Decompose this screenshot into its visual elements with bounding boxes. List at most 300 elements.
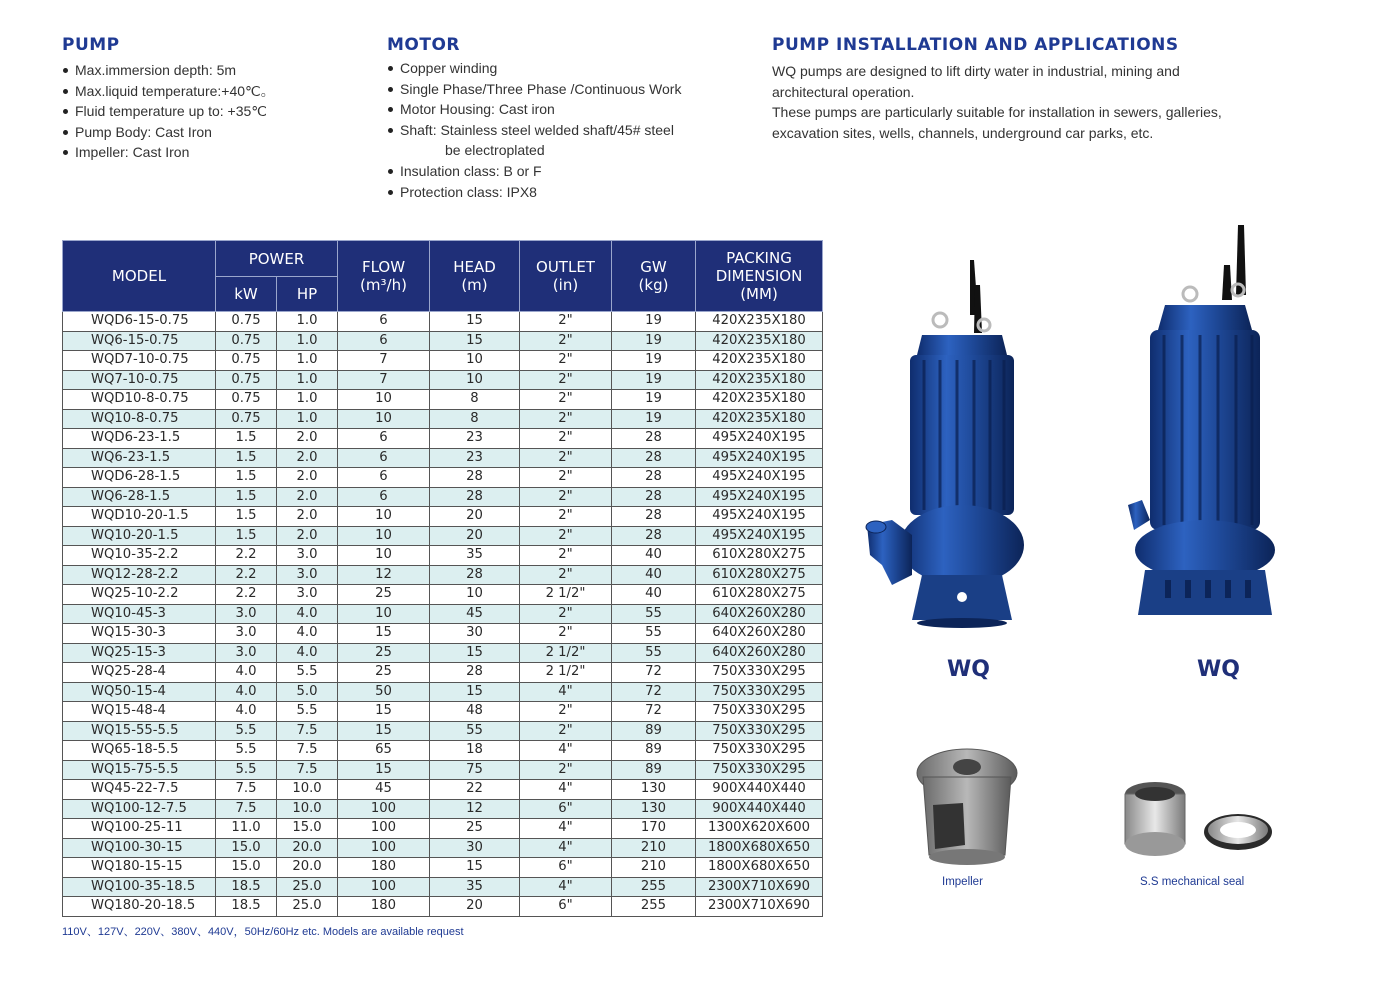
- cell-head: 28: [430, 565, 520, 585]
- cell-outlet: 2": [520, 507, 612, 527]
- cell-packing: 420X235X180: [696, 351, 823, 371]
- cell-packing: 420X235X180: [696, 390, 823, 410]
- cell-packing: 750X330X295: [696, 663, 823, 683]
- cell-hp: 3.0: [277, 565, 338, 585]
- cell-head: 15: [430, 312, 520, 332]
- cell-kw: 4.0: [216, 682, 277, 702]
- cell-flow: 25: [338, 585, 430, 605]
- table-row: [63, 565, 823, 585]
- cell-hp: 25.0: [277, 897, 338, 917]
- cell-outlet: 2 1/2": [520, 585, 612, 605]
- cell-head: 12: [430, 799, 520, 819]
- cell-model: WQ10-45-3: [63, 604, 216, 624]
- cell-head: 35: [430, 877, 520, 897]
- cell-model: WQ25-10-2.2: [63, 585, 216, 605]
- cell-gw: 19: [612, 331, 696, 351]
- cell-kw: 18.5: [216, 897, 277, 917]
- table-row: [63, 780, 823, 800]
- cell-hp: 20.0: [277, 858, 338, 878]
- cell-packing: 750X330X295: [696, 702, 823, 722]
- cell-flow: 180: [338, 897, 430, 917]
- cell-gw: 255: [612, 897, 696, 917]
- cell-hp: 5.0: [277, 682, 338, 702]
- cell-packing: 2300X710X690: [696, 897, 823, 917]
- cell-head: 20: [430, 526, 520, 546]
- wq-pump-label-2: WQ: [1197, 657, 1240, 682]
- cell-model: WQ15-75-5.5: [63, 760, 216, 780]
- table-row: [63, 838, 823, 858]
- cell-hp: 15.0: [277, 819, 338, 839]
- cell-flow: 100: [338, 877, 430, 897]
- table-row: [63, 390, 823, 410]
- cell-model: WQ180-20-18.5: [63, 897, 216, 917]
- cell-head: 23: [430, 429, 520, 449]
- col-header-power: POWER: [216, 241, 338, 277]
- cell-flow: 65: [338, 741, 430, 761]
- table-row: [63, 526, 823, 546]
- table-row: [63, 507, 823, 527]
- cell-hp: 2.0: [277, 507, 338, 527]
- cell-head: 25: [430, 819, 520, 839]
- cell-flow: 10: [338, 409, 430, 429]
- cell-hp: 2.0: [277, 468, 338, 488]
- cell-head: 75: [430, 760, 520, 780]
- col-header-flow: [338, 241, 430, 312]
- cell-outlet: 2": [520, 721, 612, 741]
- cell-hp: 10.0: [277, 799, 338, 819]
- cell-outlet: 2": [520, 702, 612, 722]
- cell-outlet: 2": [520, 565, 612, 585]
- cell-flow: 12: [338, 565, 430, 585]
- cell-packing: 420X235X180: [696, 409, 823, 429]
- table-row: [63, 312, 823, 332]
- list-item: Single Phase/Three Phase /Continuous Work: [387, 79, 747, 100]
- cell-model: WQ15-55-5.5: [63, 721, 216, 741]
- table-row: [63, 604, 823, 624]
- cell-model: WQ15-30-3: [63, 624, 216, 644]
- table-row: [63, 702, 823, 722]
- cell-outlet: 4": [520, 819, 612, 839]
- cell-flow: 45: [338, 780, 430, 800]
- cell-gw: 255: [612, 877, 696, 897]
- cell-model: WQ65-18-5.5: [63, 741, 216, 761]
- cell-flow: 6: [338, 331, 430, 351]
- cell-hp: 2.0: [277, 526, 338, 546]
- cell-outlet: 6": [520, 799, 612, 819]
- cell-model: WQ6-28-1.5: [63, 487, 216, 507]
- table-row: [63, 682, 823, 702]
- cell-hp: 4.0: [277, 624, 338, 644]
- header-unit: (kg): [638, 276, 669, 294]
- cell-hp: 20.0: [277, 838, 338, 858]
- cell-kw: 1.5: [216, 429, 277, 449]
- header-unit: (MM): [740, 285, 778, 303]
- cell-hp: 1.0: [277, 351, 338, 371]
- cell-hp: 7.5: [277, 741, 338, 761]
- cell-flow: 6: [338, 487, 430, 507]
- cell-packing: 750X330X295: [696, 741, 823, 761]
- cell-packing: 495X240X195: [696, 526, 823, 546]
- cell-gw: 72: [612, 702, 696, 722]
- cell-outlet: 2": [520, 448, 612, 468]
- cell-model: WQD10-8-0.75: [63, 390, 216, 410]
- table-row: [63, 819, 823, 839]
- cell-head: 15: [430, 682, 520, 702]
- cell-gw: 28: [612, 448, 696, 468]
- cell-model: WQ12-28-2.2: [63, 565, 216, 585]
- cell-hp: 3.0: [277, 585, 338, 605]
- cell-packing: 495X240X195: [696, 429, 823, 449]
- table-row: [63, 351, 823, 371]
- cell-packing: 610X280X275: [696, 585, 823, 605]
- cell-model: WQ100-12-7.5: [63, 799, 216, 819]
- cell-hp: 25.0: [277, 877, 338, 897]
- cell-gw: 72: [612, 682, 696, 702]
- installation-paragraph-1: WQ pumps are designed to lift dirty water in industrial, mining and architectural operation.: [772, 63, 1180, 100]
- cell-model: WQ25-15-3: [63, 643, 216, 663]
- cell-model: WQ7-10-0.75: [63, 370, 216, 390]
- cell-gw: 19: [612, 312, 696, 332]
- list-item: Pump Body: Cast Iron: [62, 122, 362, 143]
- cell-model: WQ6-23-1.5: [63, 448, 216, 468]
- cell-gw: 40: [612, 585, 696, 605]
- installation-section-title: PUMP INSTALLATION AND APPLICATIONS: [772, 35, 1179, 55]
- cell-packing: 420X235X180: [696, 331, 823, 351]
- cell-model: WQ50-15-4: [63, 682, 216, 702]
- cell-model: WQ180-15-15: [63, 858, 216, 878]
- cell-head: 48: [430, 702, 520, 722]
- cell-model: WQ6-15-0.75: [63, 331, 216, 351]
- cell-outlet: 2": [520, 370, 612, 390]
- list-item: Copper winding: [387, 58, 747, 79]
- cell-hp: 2.0: [277, 487, 338, 507]
- cell-kw: 3.0: [216, 624, 277, 644]
- cell-packing: 420X235X180: [696, 370, 823, 390]
- cell-kw: 2.2: [216, 585, 277, 605]
- cell-packing: 1300X620X600: [696, 819, 823, 839]
- header-unit: (m): [461, 276, 488, 294]
- table-row: [63, 741, 823, 761]
- cell-kw: 0.75: [216, 351, 277, 371]
- cell-hp: 3.0: [277, 546, 338, 566]
- cell-hp: 1.0: [277, 312, 338, 332]
- cell-packing: 900X440X440: [696, 780, 823, 800]
- cell-packing: 495X240X195: [696, 487, 823, 507]
- cell-gw: 28: [612, 487, 696, 507]
- cell-head: 15: [430, 643, 520, 663]
- cell-head: 28: [430, 663, 520, 683]
- cell-packing: 495X240X195: [696, 468, 823, 488]
- cell-model: WQ10-8-0.75: [63, 409, 216, 429]
- impeller-caption: Impeller: [942, 876, 983, 888]
- cell-kw: 5.5: [216, 741, 277, 761]
- cell-flow: 15: [338, 760, 430, 780]
- cell-outlet: 2": [520, 526, 612, 546]
- cell-kw: 3.0: [216, 643, 277, 663]
- cell-kw: 4.0: [216, 702, 277, 722]
- table-row: [63, 624, 823, 644]
- cell-kw: 1.5: [216, 468, 277, 488]
- cell-packing: 750X330X295: [696, 760, 823, 780]
- cell-hp: 1.0: [277, 331, 338, 351]
- cell-packing: 495X240X195: [696, 507, 823, 527]
- cell-hp: 7.5: [277, 760, 338, 780]
- cell-head: 30: [430, 838, 520, 858]
- mechanical-seal-image: [1120, 780, 1275, 860]
- cell-packing: 640X260X280: [696, 604, 823, 624]
- cell-outlet: 2": [520, 429, 612, 449]
- cell-gw: 89: [612, 741, 696, 761]
- cell-model: WQ10-20-1.5: [63, 526, 216, 546]
- voltage-footnote: 110V、127V、220V、380V、440V，50Hz/60Hz etc. Models are available request: [62, 926, 464, 938]
- table-row: [63, 760, 823, 780]
- cell-hp: 1.0: [277, 409, 338, 429]
- cell-hp: 10.0: [277, 780, 338, 800]
- cell-packing: 640X260X280: [696, 643, 823, 663]
- cell-gw: 170: [612, 819, 696, 839]
- cell-head: 15: [430, 331, 520, 351]
- wq-pump-image-1: [862, 255, 1062, 630]
- cell-flow: 10: [338, 390, 430, 410]
- table-row: [63, 721, 823, 741]
- list-item: Max.liquid temperature:+40℃。: [62, 81, 362, 102]
- cell-flow: 100: [338, 838, 430, 858]
- cell-model: WQ100-30-15: [63, 838, 216, 858]
- table-row: [63, 468, 823, 488]
- table-row: [63, 331, 823, 351]
- header-text: FLOW: [361, 258, 406, 276]
- wq-pump-image-2: [1120, 220, 1290, 625]
- pump-section-title: PUMP: [62, 35, 120, 55]
- cell-model: WQD7-10-0.75: [63, 351, 216, 371]
- cell-hp: 4.0: [277, 643, 338, 663]
- cell-gw: 19: [612, 409, 696, 429]
- cell-model: WQD10-20-1.5: [63, 507, 216, 527]
- cell-flow: 7: [338, 351, 430, 371]
- cell-outlet: 2": [520, 468, 612, 488]
- cell-head: 23: [430, 448, 520, 468]
- table-row: [63, 546, 823, 566]
- cell-gw: 72: [612, 663, 696, 683]
- col-header-packing: [696, 241, 823, 312]
- cell-head: 10: [430, 351, 520, 371]
- cell-outlet: 2": [520, 312, 612, 332]
- cell-head: 20: [430, 897, 520, 917]
- cell-hp: 5.5: [277, 663, 338, 683]
- list-item-text: Shaft: Stainless steel welded shaft/45# steel: [400, 121, 674, 138]
- cell-kw: 3.0: [216, 604, 277, 624]
- cell-head: 10: [430, 585, 520, 605]
- cell-kw: 4.0: [216, 663, 277, 683]
- cell-flow: 10: [338, 604, 430, 624]
- cell-head: 20: [430, 507, 520, 527]
- header-text: PACKING DIMENSION: [715, 249, 803, 285]
- seal-caption: S.S mechanical seal: [1140, 876, 1245, 888]
- cell-head: 8: [430, 390, 520, 410]
- cell-head: 35: [430, 546, 520, 566]
- cell-head: 8: [430, 409, 520, 429]
- header-text: GW: [640, 258, 667, 276]
- cell-gw: 19: [612, 351, 696, 371]
- cell-gw: 89: [612, 760, 696, 780]
- cell-hp: 4.0: [277, 604, 338, 624]
- cell-gw: 55: [612, 643, 696, 663]
- wq-pump-label-1: WQ: [947, 657, 990, 682]
- table-row: [63, 663, 823, 683]
- table-row: [63, 799, 823, 819]
- cell-gw: 28: [612, 526, 696, 546]
- list-item: Protection class: IPX8: [387, 182, 747, 203]
- cell-head: 45: [430, 604, 520, 624]
- cell-outlet: 4": [520, 877, 612, 897]
- cell-flow: 10: [338, 507, 430, 527]
- cell-head: 30: [430, 624, 520, 644]
- cell-flow: 10: [338, 546, 430, 566]
- cell-packing: 610X280X275: [696, 546, 823, 566]
- col-header-outlet: [520, 241, 612, 312]
- cell-packing: 1800X680X650: [696, 838, 823, 858]
- cell-gw: 55: [612, 604, 696, 624]
- cell-outlet: 2": [520, 760, 612, 780]
- table-row: [63, 370, 823, 390]
- cell-kw: 1.5: [216, 448, 277, 468]
- cell-kw: 15.0: [216, 858, 277, 878]
- cell-flow: 7: [338, 370, 430, 390]
- cell-outlet: 2": [520, 624, 612, 644]
- cell-hp: 5.5: [277, 702, 338, 722]
- table-row: [63, 409, 823, 429]
- cell-model: WQ45-22-7.5: [63, 780, 216, 800]
- cell-model: WQ100-35-18.5: [63, 877, 216, 897]
- cell-head: 55: [430, 721, 520, 741]
- col-header-model: MODEL: [63, 241, 216, 312]
- cell-packing: 750X330X295: [696, 721, 823, 741]
- cell-head: 15: [430, 858, 520, 878]
- cell-flow: 6: [338, 312, 430, 332]
- table-row: [63, 429, 823, 449]
- cell-kw: 0.75: [216, 331, 277, 351]
- cell-gw: 40: [612, 565, 696, 585]
- cell-hp: 2.0: [277, 429, 338, 449]
- cell-packing: 495X240X195: [696, 448, 823, 468]
- col-header-kw: kW: [216, 277, 277, 312]
- cell-head: 18: [430, 741, 520, 761]
- cell-gw: 19: [612, 390, 696, 410]
- motor-features-list: [387, 58, 747, 202]
- cell-gw: 130: [612, 780, 696, 800]
- cell-hp: 1.0: [277, 370, 338, 390]
- cell-hp: 2.0: [277, 448, 338, 468]
- installation-paragraph-2: These pumps are particularly suitable for installation in sewers, galleries, excavation sites, wells, channels, underground car parks, etc.: [772, 104, 1222, 141]
- cell-flow: 6: [338, 468, 430, 488]
- cell-packing: 900X440X440: [696, 799, 823, 819]
- list-item: [387, 120, 747, 161]
- cell-kw: 2.2: [216, 546, 277, 566]
- list-item: Insulation class: B or F: [387, 161, 747, 182]
- cell-gw: 19: [612, 370, 696, 390]
- cell-kw: 7.5: [216, 799, 277, 819]
- cell-gw: 89: [612, 721, 696, 741]
- cell-flow: 180: [338, 858, 430, 878]
- cell-kw: 0.75: [216, 390, 277, 410]
- cell-flow: 100: [338, 819, 430, 839]
- cell-gw: 28: [612, 507, 696, 527]
- list-item-continuation: be electroplated: [445, 142, 545, 159]
- cell-flow: 15: [338, 624, 430, 644]
- cell-model: WQ10-35-2.2: [63, 546, 216, 566]
- cell-kw: 2.2: [216, 565, 277, 585]
- cell-flow: 25: [338, 643, 430, 663]
- cell-outlet: 6": [520, 858, 612, 878]
- cell-packing: 610X280X275: [696, 565, 823, 585]
- cell-gw: 40: [612, 546, 696, 566]
- cell-hp: 1.0: [277, 390, 338, 410]
- cell-head: 10: [430, 370, 520, 390]
- cell-outlet: 4": [520, 682, 612, 702]
- cell-kw: 0.75: [216, 409, 277, 429]
- header-unit: (in): [552, 276, 579, 294]
- cell-kw: 18.5: [216, 877, 277, 897]
- list-item: Impeller: Cast Iron: [62, 142, 362, 163]
- cell-model: WQ25-28-4: [63, 663, 216, 683]
- cell-flow: 15: [338, 702, 430, 722]
- cell-outlet: 4": [520, 838, 612, 858]
- cell-flow: 6: [338, 429, 430, 449]
- cell-kw: 1.5: [216, 487, 277, 507]
- cell-flow: 25: [338, 663, 430, 683]
- cell-outlet: 2": [520, 604, 612, 624]
- col-header-hp: HP: [277, 277, 338, 312]
- table-row: [63, 448, 823, 468]
- cell-kw: 15.0: [216, 838, 277, 858]
- cell-outlet: 2": [520, 390, 612, 410]
- col-header-head: [430, 241, 520, 312]
- cell-gw: 55: [612, 624, 696, 644]
- table-row: [63, 897, 823, 917]
- impeller-image: [913, 745, 1021, 867]
- motor-section-title: MOTOR: [387, 35, 461, 55]
- pump-features-list: [62, 60, 362, 163]
- cell-flow: 100: [338, 799, 430, 819]
- cell-model: WQD6-23-1.5: [63, 429, 216, 449]
- cell-outlet: 4": [520, 780, 612, 800]
- cell-gw: 28: [612, 468, 696, 488]
- list-item: Motor Housing: Cast iron: [387, 99, 747, 120]
- cell-outlet: 2": [520, 409, 612, 429]
- header-text: HEAD: [453, 258, 496, 276]
- cell-hp: 7.5: [277, 721, 338, 741]
- spec-table-body: [63, 312, 823, 917]
- cell-outlet: 2": [520, 331, 612, 351]
- cell-kw: 5.5: [216, 760, 277, 780]
- header-text: OUTLET: [536, 258, 595, 276]
- cell-packing: 420X235X180: [696, 312, 823, 332]
- cell-packing: 750X330X295: [696, 682, 823, 702]
- cell-outlet: 2 1/2": [520, 643, 612, 663]
- cell-model: WQD6-15-0.75: [63, 312, 216, 332]
- header-unit: (m³/h): [360, 276, 407, 294]
- cell-packing: 1800X680X650: [696, 858, 823, 878]
- cell-kw: 1.5: [216, 526, 277, 546]
- cell-kw: 0.75: [216, 370, 277, 390]
- col-header-gw: [612, 241, 696, 312]
- cell-outlet: 2 1/2": [520, 663, 612, 683]
- table-row: [63, 585, 823, 605]
- cell-model: WQD6-28-1.5: [63, 468, 216, 488]
- cell-model: WQ100-25-11: [63, 819, 216, 839]
- cell-packing: 2300X710X690: [696, 877, 823, 897]
- cell-outlet: 2": [520, 487, 612, 507]
